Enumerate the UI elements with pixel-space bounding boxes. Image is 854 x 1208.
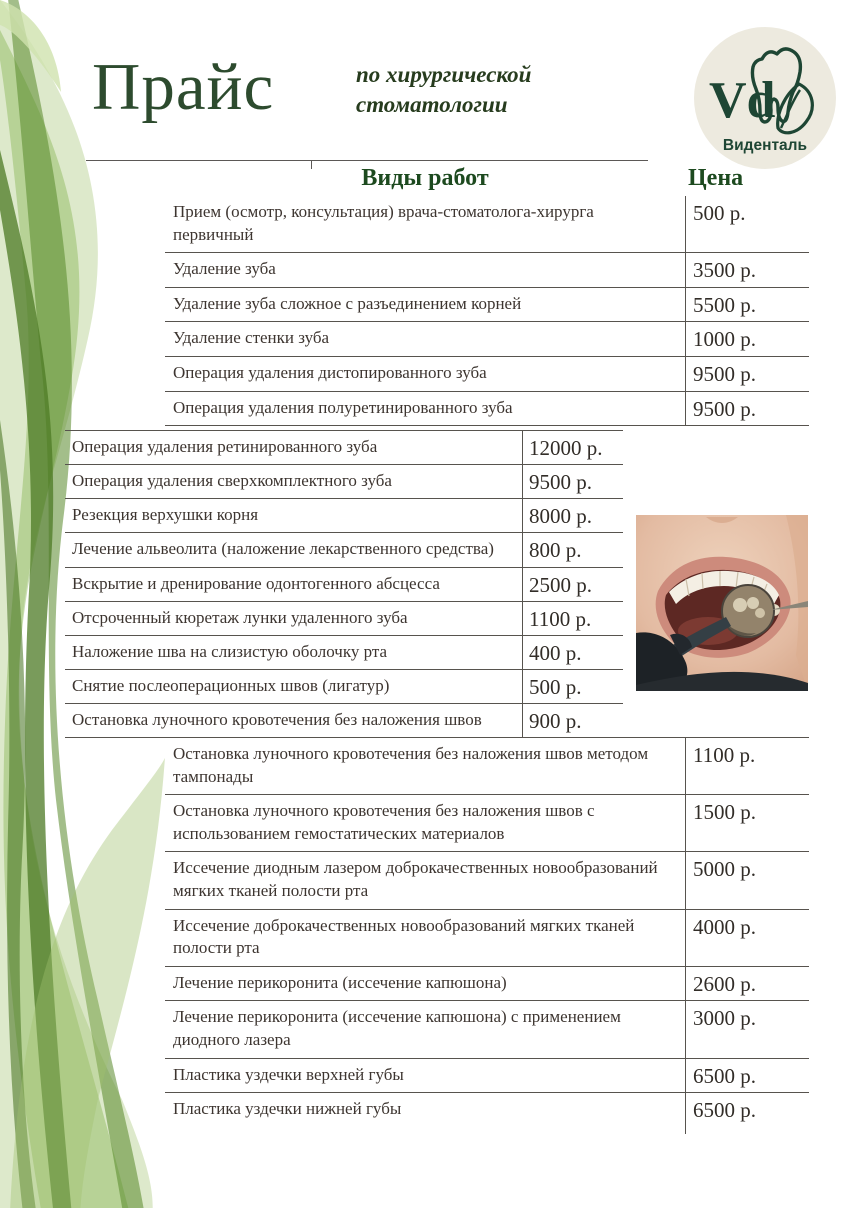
table-row: [65, 430, 623, 464]
service-price: 12000 р.: [522, 431, 623, 464]
table-row: [65, 635, 623, 669]
table-row: [65, 601, 623, 635]
service-name: Пластика уздечки верхней губы: [173, 1064, 404, 1084]
table-row: [65, 703, 623, 737]
table-row: [165, 851, 809, 908]
service-price: 3500 р.: [685, 253, 809, 287]
service-price: 6500 р.: [685, 1059, 809, 1093]
clinic-logo: [694, 27, 836, 169]
table-row: [65, 498, 623, 532]
service-name: Операция удаления дистопированного зуба: [173, 363, 487, 383]
page-subtitle: по хирургической стоматологии: [356, 62, 532, 117]
price-table-section-1: [165, 196, 809, 426]
service-price: 500 р.: [685, 196, 809, 252]
service-name: Операция удаления полуретинированного зуба: [173, 397, 513, 417]
service-name: Операция удаления сверхкомплектного зуба: [72, 471, 392, 491]
column-header-services: Виды работ: [361, 165, 489, 191]
service-price: 2600 р.: [685, 967, 809, 1001]
price-table-section-2: [65, 430, 623, 738]
table-row: [165, 252, 809, 287]
service-name: Отсроченный кюретаж лунки удаленного зуба: [72, 607, 408, 627]
service-name: Остановка луночного кровотечения без наложения швов методом тампонады: [173, 744, 649, 786]
service-name: Лечение перикоронита (иссечение капюшона): [173, 972, 507, 992]
service-price: 8000 р.: [522, 499, 623, 532]
service-price: 1100 р.: [685, 738, 809, 794]
service-name: Резекция верхушки корня: [72, 505, 259, 525]
table-row: [65, 532, 623, 566]
table-row: [165, 321, 809, 356]
service-name: Операция удаления ретинированного зуба: [72, 437, 378, 456]
service-name: Остановка луночного кровотечения без наложения швов: [72, 710, 482, 730]
page-title: Прайс: [92, 50, 275, 124]
service-name: Лечение перикоронита (иссечение капюшона) с применением диодного лазера: [173, 1007, 621, 1050]
table-row: [65, 669, 623, 703]
table-row: [165, 196, 809, 252]
service-name: Иссечение диодным лазером доброкачественных новообразований мягких тканей полости рта: [173, 858, 658, 901]
service-price: 1500 р.: [685, 795, 809, 851]
service-name: Удаление зуба сложное с разъединением корней: [173, 293, 522, 313]
table-row: [165, 1058, 809, 1093]
service-name: Вскрытие и дренирование одонтогенного абсцесса: [72, 573, 440, 593]
column-header-price: Цена: [688, 165, 744, 191]
table-row: [165, 909, 809, 966]
service-name: Удаление зуба: [173, 259, 276, 279]
service-price: 3000 р.: [685, 1001, 809, 1057]
table-row: [165, 966, 809, 1001]
service-price: 2500 р.: [522, 568, 623, 601]
service-name: Иссечение доброкачественных новообразований мягких тканей полости рта: [173, 915, 635, 958]
table-row: [165, 794, 809, 851]
table-row: [65, 567, 623, 601]
service-price: 9500 р.: [685, 392, 809, 426]
service-price: 4000 р.: [685, 910, 809, 966]
service-name: Удаление стенки зуба: [173, 328, 330, 348]
service-price: 900 р.: [522, 704, 623, 737]
price-table-section-3: [165, 737, 809, 1127]
service-price: 1100 р.: [522, 602, 623, 635]
tooth-leaf-logo-icon: [694, 27, 836, 169]
service-name: Пластика уздечки нижней губы: [173, 1099, 402, 1119]
table-row: [65, 464, 623, 498]
service-price: 5500 р.: [685, 288, 809, 322]
service-name: Снятие послеоперационных швов (лигатур): [72, 675, 390, 695]
service-price: 9500 р.: [685, 357, 809, 391]
service-price: 1000 р.: [685, 322, 809, 356]
service-price: 9500 р.: [522, 465, 623, 498]
service-price: 400 р.: [522, 636, 623, 669]
table-row: [165, 1000, 809, 1057]
header-divider: [86, 160, 648, 161]
service-price: 800 р.: [522, 533, 623, 566]
table-row: [165, 287, 809, 322]
dental-exam-photo: [636, 515, 808, 691]
service-name: Прием (осмотр, консультация) врача-стоматолога-хирурга первичный: [173, 202, 594, 244]
service-name: Наложение шва на слизистую оболочку рта: [72, 641, 388, 661]
service-price: 6500 р.: [685, 1093, 809, 1127]
table-row: [165, 737, 809, 794]
logo-name: Виденталь: [722, 137, 808, 154]
logo-monogram: Vd: [709, 72, 776, 129]
table-row: [165, 391, 809, 426]
service-name: Лечение альвеолита (наложение лекарственного средства): [72, 539, 494, 559]
table-row: [165, 1092, 809, 1127]
service-price: 500 р.: [522, 670, 623, 703]
table-row: [165, 356, 809, 391]
service-price: 5000 р.: [685, 852, 809, 908]
service-name: Остановка луночного кровотечения без наложения швов с использованием гемостатических материалов: [173, 801, 595, 843]
